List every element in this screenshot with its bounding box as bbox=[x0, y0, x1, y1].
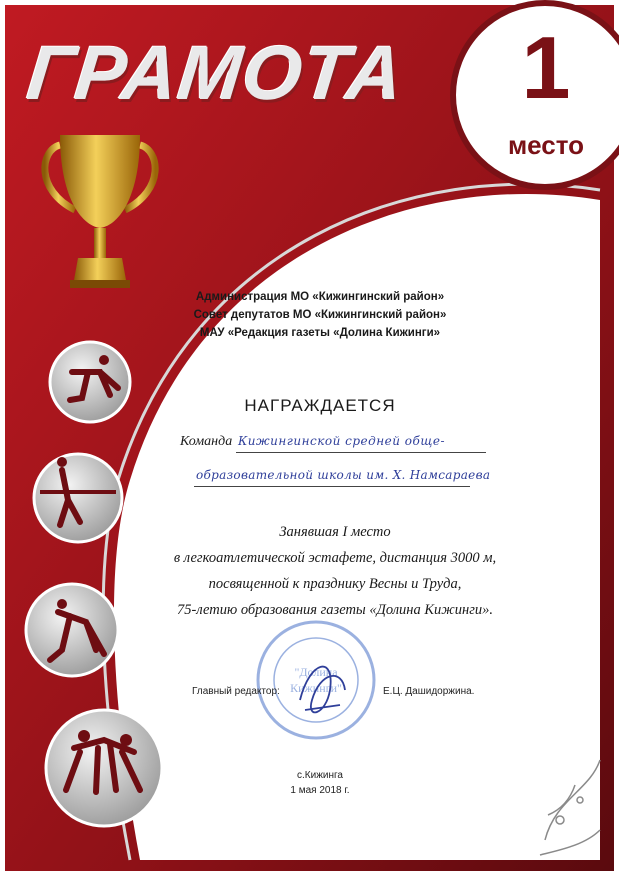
body-line-2: в легкоатлетической эстафете, дистанция 3000 м, bbox=[173, 550, 497, 566]
sport-circle-volleyball bbox=[34, 454, 122, 542]
place-number: 1 bbox=[521, 18, 571, 117]
signature-role: Главный редактор: bbox=[192, 686, 280, 697]
svg-text:Кижинги": Кижинги" bbox=[290, 681, 342, 695]
recipient-line-2: образовательной школы им. Х. Намсараева bbox=[196, 468, 491, 482]
body-line-4: 75-летию образования газеты «Долина Кижинги». bbox=[177, 602, 493, 618]
issuer-line-3: МАУ «Редакция газеты «Долина Кижинги» bbox=[199, 327, 441, 339]
recipient-underline-1 bbox=[236, 452, 486, 453]
issuer-line-1: Администрация МО «Кижингинский район» bbox=[195, 291, 445, 303]
sport-circle-runner bbox=[50, 342, 130, 422]
sport-circle-wrestling bbox=[46, 710, 162, 826]
footer-place: с.Кижинга bbox=[297, 770, 343, 781]
body-line-3: посвященной к празднику Весны и Труда, bbox=[208, 576, 462, 592]
issuer-line-2: Совет депутатов МО «Кижингинский район» bbox=[193, 309, 447, 321]
recipient-label: Команда bbox=[180, 434, 233, 449]
recipient-line-1: Кижингинской средней обще- bbox=[238, 434, 446, 448]
signature-name: Е.Ц. Дашидоржина. bbox=[383, 686, 475, 697]
certificate-title: ГРАМОТА bbox=[23, 31, 408, 116]
svg-text:"Долина: "Долина bbox=[294, 665, 338, 679]
place-word: место bbox=[507, 130, 585, 160]
body-line-1: Занявшая I место bbox=[279, 524, 391, 540]
award-heading: НАГРАЖДАЕТСЯ bbox=[244, 396, 396, 415]
recipient-underline-2 bbox=[194, 486, 470, 487]
sport-circle-hockey bbox=[26, 584, 118, 676]
footer-date: 1 мая 2018 г. bbox=[290, 785, 350, 796]
